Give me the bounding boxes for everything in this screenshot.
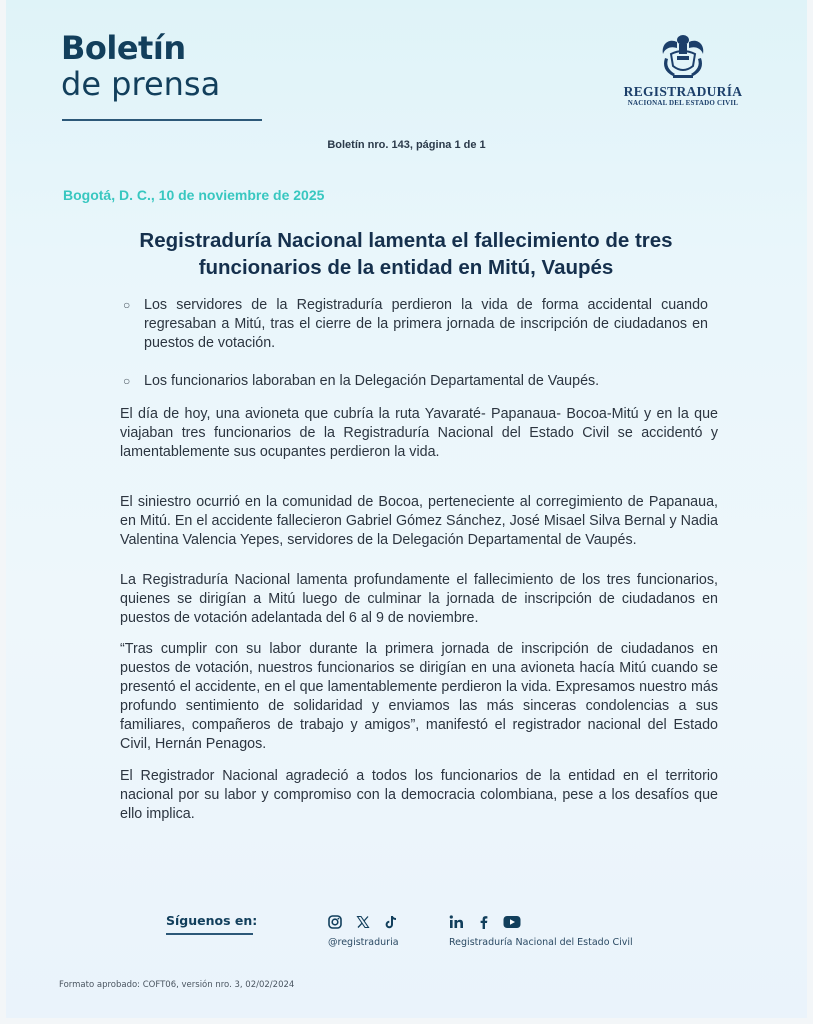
- summary-bullet: [123, 296, 708, 353]
- bulletin-title-line1: Boletín: [61, 29, 186, 67]
- facebook-icon[interactable]: [479, 915, 489, 929]
- summary-bullet-text: Los funcionarios laboraban en la Delegación Departamental de Vaupés.: [144, 373, 600, 389]
- social-icons-group-page: [449, 915, 521, 929]
- logo-subtitle: NACIONAL DEL ESTADO CIVIL: [627, 99, 739, 107]
- bulletin-title-line2: de prensa: [61, 65, 221, 103]
- body-paragraph: El Registrador Nacional agradeció a todos los funcionarios de la entidad en el territorio nacional por su labor y compromiso con la democracia colombiana, pese a los desafíos que ello implica.: [120, 768, 718, 822]
- summary-bullet-text: Los servidores de la Registraduría perdieron la vida de forma accidental cuando regresaban a Mitú, tras el cierre de la primera jornada de inscripción de ciudadanos en puestos de votación.: [144, 297, 708, 351]
- coat-of-arms-icon: [655, 34, 711, 82]
- body-paragraph: El día de hoy, una avioneta que cubría la ruta Yavaraté- Papanaua- Bocoa-Mitú y en la que viajaban tres funcionarios de la Registraduría Nacional del Estado Civil se accidentó y lamentablemente sus ocupantes perdieron la vida.: [120, 406, 718, 460]
- hollow-bullet-icon: ○: [123, 374, 131, 388]
- bulletin-number: [6, 139, 807, 151]
- body-paragraph: El siniestro ocurrió en la comunidad de Bocoa, perteneciente al corregimiento de Papanaua, en Mitú. En el accidente fallecieron Gabriel Gómez Sánchez, José Misael Silva Bernal y Nadia Valentina Valencia Yepes, servidores de la Delegación Departamental de Vaupés.: [120, 494, 718, 548]
- bulletin-title: [61, 30, 220, 102]
- social-handle[interactable]: @registraduria: [328, 937, 399, 948]
- instagram-icon[interactable]: [328, 915, 342, 929]
- body-paragraph: La Registraduría Nacional lamenta profundamente el fallecimiento de los tres funcionarios, quienes se dirigían a Mitú luego de culminar la jornada de inscripción de ciudadanos en puestos de votación adelantada del 6 al 9 de noviembre.: [120, 572, 718, 626]
- format-approval-note: Formato aprobado: COFT06, versión nro. 3, 02/02/2024: [59, 980, 295, 990]
- social-icons-group-handle: [328, 915, 398, 929]
- dateline: Bogotá, D. C., 10 de noviembre de 2025: [63, 187, 325, 203]
- summary-bullets: [123, 296, 708, 410]
- logo-name: REGISTRADURÍA: [623, 84, 743, 99]
- hollow-bullet-icon: ○: [123, 298, 131, 312]
- tiktok-icon[interactable]: [384, 915, 398, 929]
- title-underline: [62, 119, 262, 121]
- linkedin-icon[interactable]: [449, 915, 465, 929]
- body-paragraph-quote: “Tras cumplir con su labor durante la primera jornada de inscripción de ciudadanos en puestos de votación, nuestros funcionarios se dirigían en una avioneta hacía Mitú cuando se presentó el accidente, en el que lamentablemente perdieron la vida. Expresamos nuestro más profundo sentimiento de solidaridad y enviamos las más sinceras condolencias a sus familiares, compañeros de trabajo y amigos”, manifestó el registrador nacional del Estado Civil, Hernán Penagos.: [120, 641, 718, 752]
- x-icon[interactable]: [356, 915, 370, 929]
- follow-us-underline: [166, 933, 253, 935]
- youtube-icon[interactable]: [503, 915, 521, 929]
- summary-bullet: [123, 372, 708, 391]
- headline: Registraduría Nacional lamenta el fallecimiento de tres funcionarios de la entidad en Mitú, Vaupés: [139, 229, 673, 279]
- registraduria-logo: [618, 34, 748, 108]
- press-bulletin-page: [6, 0, 807, 1018]
- social-page-name[interactable]: Registraduría Nacional del Estado Civil: [449, 937, 633, 948]
- bulletin-number-text: Boletín nro. 143, página 1 de 1: [327, 139, 486, 151]
- follow-us-label: Síguenos en:: [166, 913, 258, 928]
